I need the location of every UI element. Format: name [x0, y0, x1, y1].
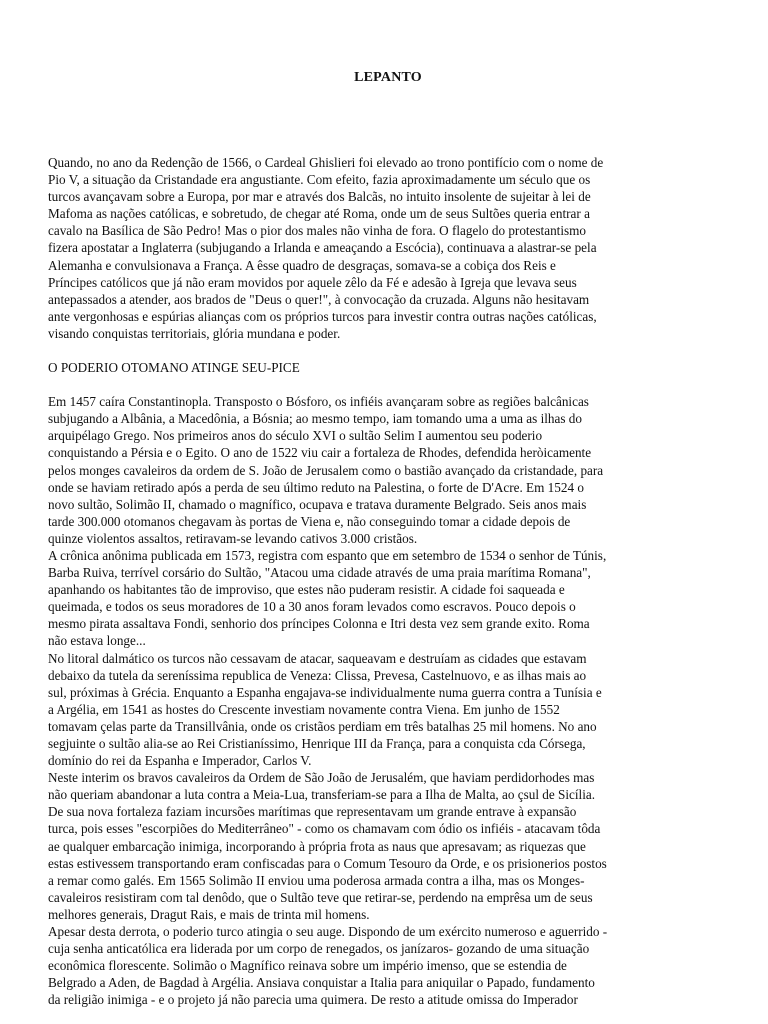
text-line: antepassados a atender, aos brados de "Deus o quer!", à convocação da cruzada. Alguns não hesitavam: [48, 291, 590, 307]
text-line: A crônica anônima publicada em 1573, registra com espanto que em setembro de 1534 o senhor de Túnis,: [48, 547, 607, 563]
paragraph-gap: [48, 376, 728, 393]
text-line: a Argélia, em 1541 as hostes do Crescente investiam novamente contra Viena. Em junho de 1552: [48, 701, 560, 717]
text-line: Barba Ruiva, terrível corsário do Sultão, "Atacou uma cidade através de uma praia marítima Romana",: [48, 565, 591, 581]
text-line: mesmo pirata assaltava Fondi, senhorio dos príncipes Colonna e Itri desta vez sem grande exito. Roma: [48, 616, 590, 632]
text-line: tomavam çelas parte da Transillvânia, onde os cristãos perdiam em três batalhas 25 mil homens. No ano: [48, 718, 597, 734]
text-line: novo sultão, Solimão II, chamado o magnífico, ocupava e tratava duramente Belgrado. Seis anos mais: [48, 496, 587, 512]
text-line: turca, pois esses "escorpiões do Mediterrâneo" - como os chamavam com ódio os infiéis - atacavam tôda: [48, 821, 601, 837]
text-line: ante vergonhosas e espúrias alianças com os próprios turcos para investir contra outras nações católicas,: [48, 308, 597, 324]
text-line: não estava longe...: [48, 633, 146, 649]
text-line: não queriam abandonar a luta contra a Meia-Lua, transferiam-se para a Ilha de Malta, ao çsul de Sicília.: [48, 787, 596, 803]
text-line: No litoral dalmático os turcos não cessavam de atacar, saqueavam e destruíam as cidades que estavam: [48, 650, 587, 666]
text-line: quinze violentos assaltos, retiravam-se levando cativos 3.000 cristãos.: [48, 530, 418, 546]
text-line: domínio do rei da Espanha e Imperador, Carlos V.: [48, 753, 312, 769]
text-line: arquipélago Grego. Nos primeiros anos do século XVI o sultão Selim I aumentou seu poderio: [48, 428, 543, 444]
text-line: Príncipes católicos que já não eram movidos por aquele zêlo da Fé e adesão à Igreja que levava seus: [48, 274, 577, 290]
text-line: turcos avançavam sobre a Europa, por mar e através dos Balcãs, no intuito insolente de sujeitar à lei de: [48, 189, 591, 205]
text-line: Alemanha e convulsionava a França. A êsse quadro de desgraças, somava-se a cobiça dos Reis e: [48, 257, 556, 273]
text-line: sul, próximas à Grécia. Enquanto a Espanha engajava-se individualmente numa guerra contra a Tunísia e: [48, 684, 602, 700]
text-line: cavalo na Basílica de São Pedro! Mas o pior dos males não vinha de fora. O flagelo do protestantismo: [48, 223, 586, 239]
intro-paragraph: [48, 154, 728, 342]
text-line: econômica florescente. Solimão o Magnífico reinava sobre um império imenso, que se estendia de: [48, 958, 567, 974]
text-line: segjuinte o sultão alia-se ao Rei Cristianíssimo, Henrique III da França, para a conquista cda Córsega,: [48, 736, 586, 751]
text-line: ae qualquer embarcação inimiga, incorporando à própria frota as naus que apresavam; as riquezas que: [48, 838, 586, 854]
text-line: tarde 300.000 otomanos chegavam às portas de Viena e, não conseguindo tomar a cidade depois de: [48, 513, 571, 529]
text-line: estas estivessem transportando eram confiscadas para o Comum Tesouro da Orde, e os prisionerios postos: [48, 855, 607, 871]
document-title: LEPANTO: [354, 70, 422, 85]
text-line: queimada, e todos os seus moradores de 10 a 30 anos foram levados como escravos. Pouco depois o: [48, 599, 576, 615]
text-line: De sua nova fortaleza faziam incursões marítimas que representavam um grande entrave à expansão: [48, 804, 577, 820]
text-line: da religião inimiga - e o projeto já não parecia uma quimera. De resto a atitude omissa do Imperador: [48, 992, 578, 1008]
text-line: pelos monges cavaleiros da ordem de S. João de Jerusalem como o bastião avançado da cristandade, para: [48, 462, 604, 478]
text-line: Apesar desta derrota, o poderio turco atingia o seu auge. Dispondo de um exército numeroso e aguerrido -: [48, 924, 608, 940]
text-line: Pio V, a situação da Cristandade era angustiante. Com efeito, fazia aproximadamente um século que os: [48, 172, 591, 188]
text-line: Belgrado a Aden, de Bagdad à Argélia. Ansiava conquistar a Italia para aniquilar o Papado, fundamento: [48, 975, 595, 991]
text-line: onde se haviam retirado após a perda de seu último reduto na Palestina, o forte de D'Acre. Em 1524 o: [48, 479, 584, 495]
text-line: Neste interim os bravos cavaleiros da Ordem de São João de Jerusalém, que haviam perdidorhodes mas: [48, 770, 595, 786]
section-body: [48, 393, 728, 1008]
text-line: Quando, no ano da Redenção de 1566, o Cardeal Ghislieri foi elevado ao trono pontifício com o nome de: [48, 155, 604, 170]
paragraph-gap: [48, 342, 728, 359]
text-line: subjugando a Albânia, a Macedônia, a Bósnia; ao mesmo tempo, iam tomando uma a uma as ilhas do: [48, 411, 582, 427]
text-line: apanhando os habitantes tão de improviso, que estes não puderam resistir. A cidade foi saqueada e: [48, 582, 565, 598]
text-line: conquistando a Pérsia e o Egito. O ano de 1522 viu cair a fortaleza de Rhodes, defendida heròicamente: [48, 445, 592, 461]
text-line: fizera apostatar a Inglaterra (subjugando a Irlanda e ameaçando a Escócia), continuava a alastrar-se pela: [48, 240, 597, 256]
text-line: cuja senha anticatólica era liderada por um corpo de renegados, os janízaros- gozando de uma situação: [48, 941, 590, 957]
text-line: a remar como galés. Em 1565 Solimão II enviou uma poderosa armada contra a ilha, mas os Monges-: [48, 872, 585, 888]
document-page: [48, 70, 728, 1009]
text-line: visando conquistas territoriais, glória mundana e poder.: [48, 325, 341, 341]
text-line: cavaleiros resistiram com tal denôdo, que o Sultão teve que retirar-se, perdendo na emprêsa um de seus: [48, 889, 593, 905]
text-line: debaixo da tutela da sereníssima republica de Veneza: Clissa, Prevesa, Castelnuovo, e as ilhas mais ao: [48, 667, 587, 683]
section-heading: O PODERIO OTOMANO ATINGE SEU-PICE: [48, 360, 300, 376]
text-line: Mafoma as nações católicas, e sobretudo, de chegar até Roma, onde um de seus Sultões queria entrar a: [48, 206, 590, 222]
text-line: Em 1457 caíra Constantinopla. Transposto o Bósforo, os infiéis avançaram sobre as regiões balcânicas: [48, 394, 589, 410]
text-line: melhores generais, Dragut Rais, e mais de trinta mil homens.: [48, 906, 370, 922]
